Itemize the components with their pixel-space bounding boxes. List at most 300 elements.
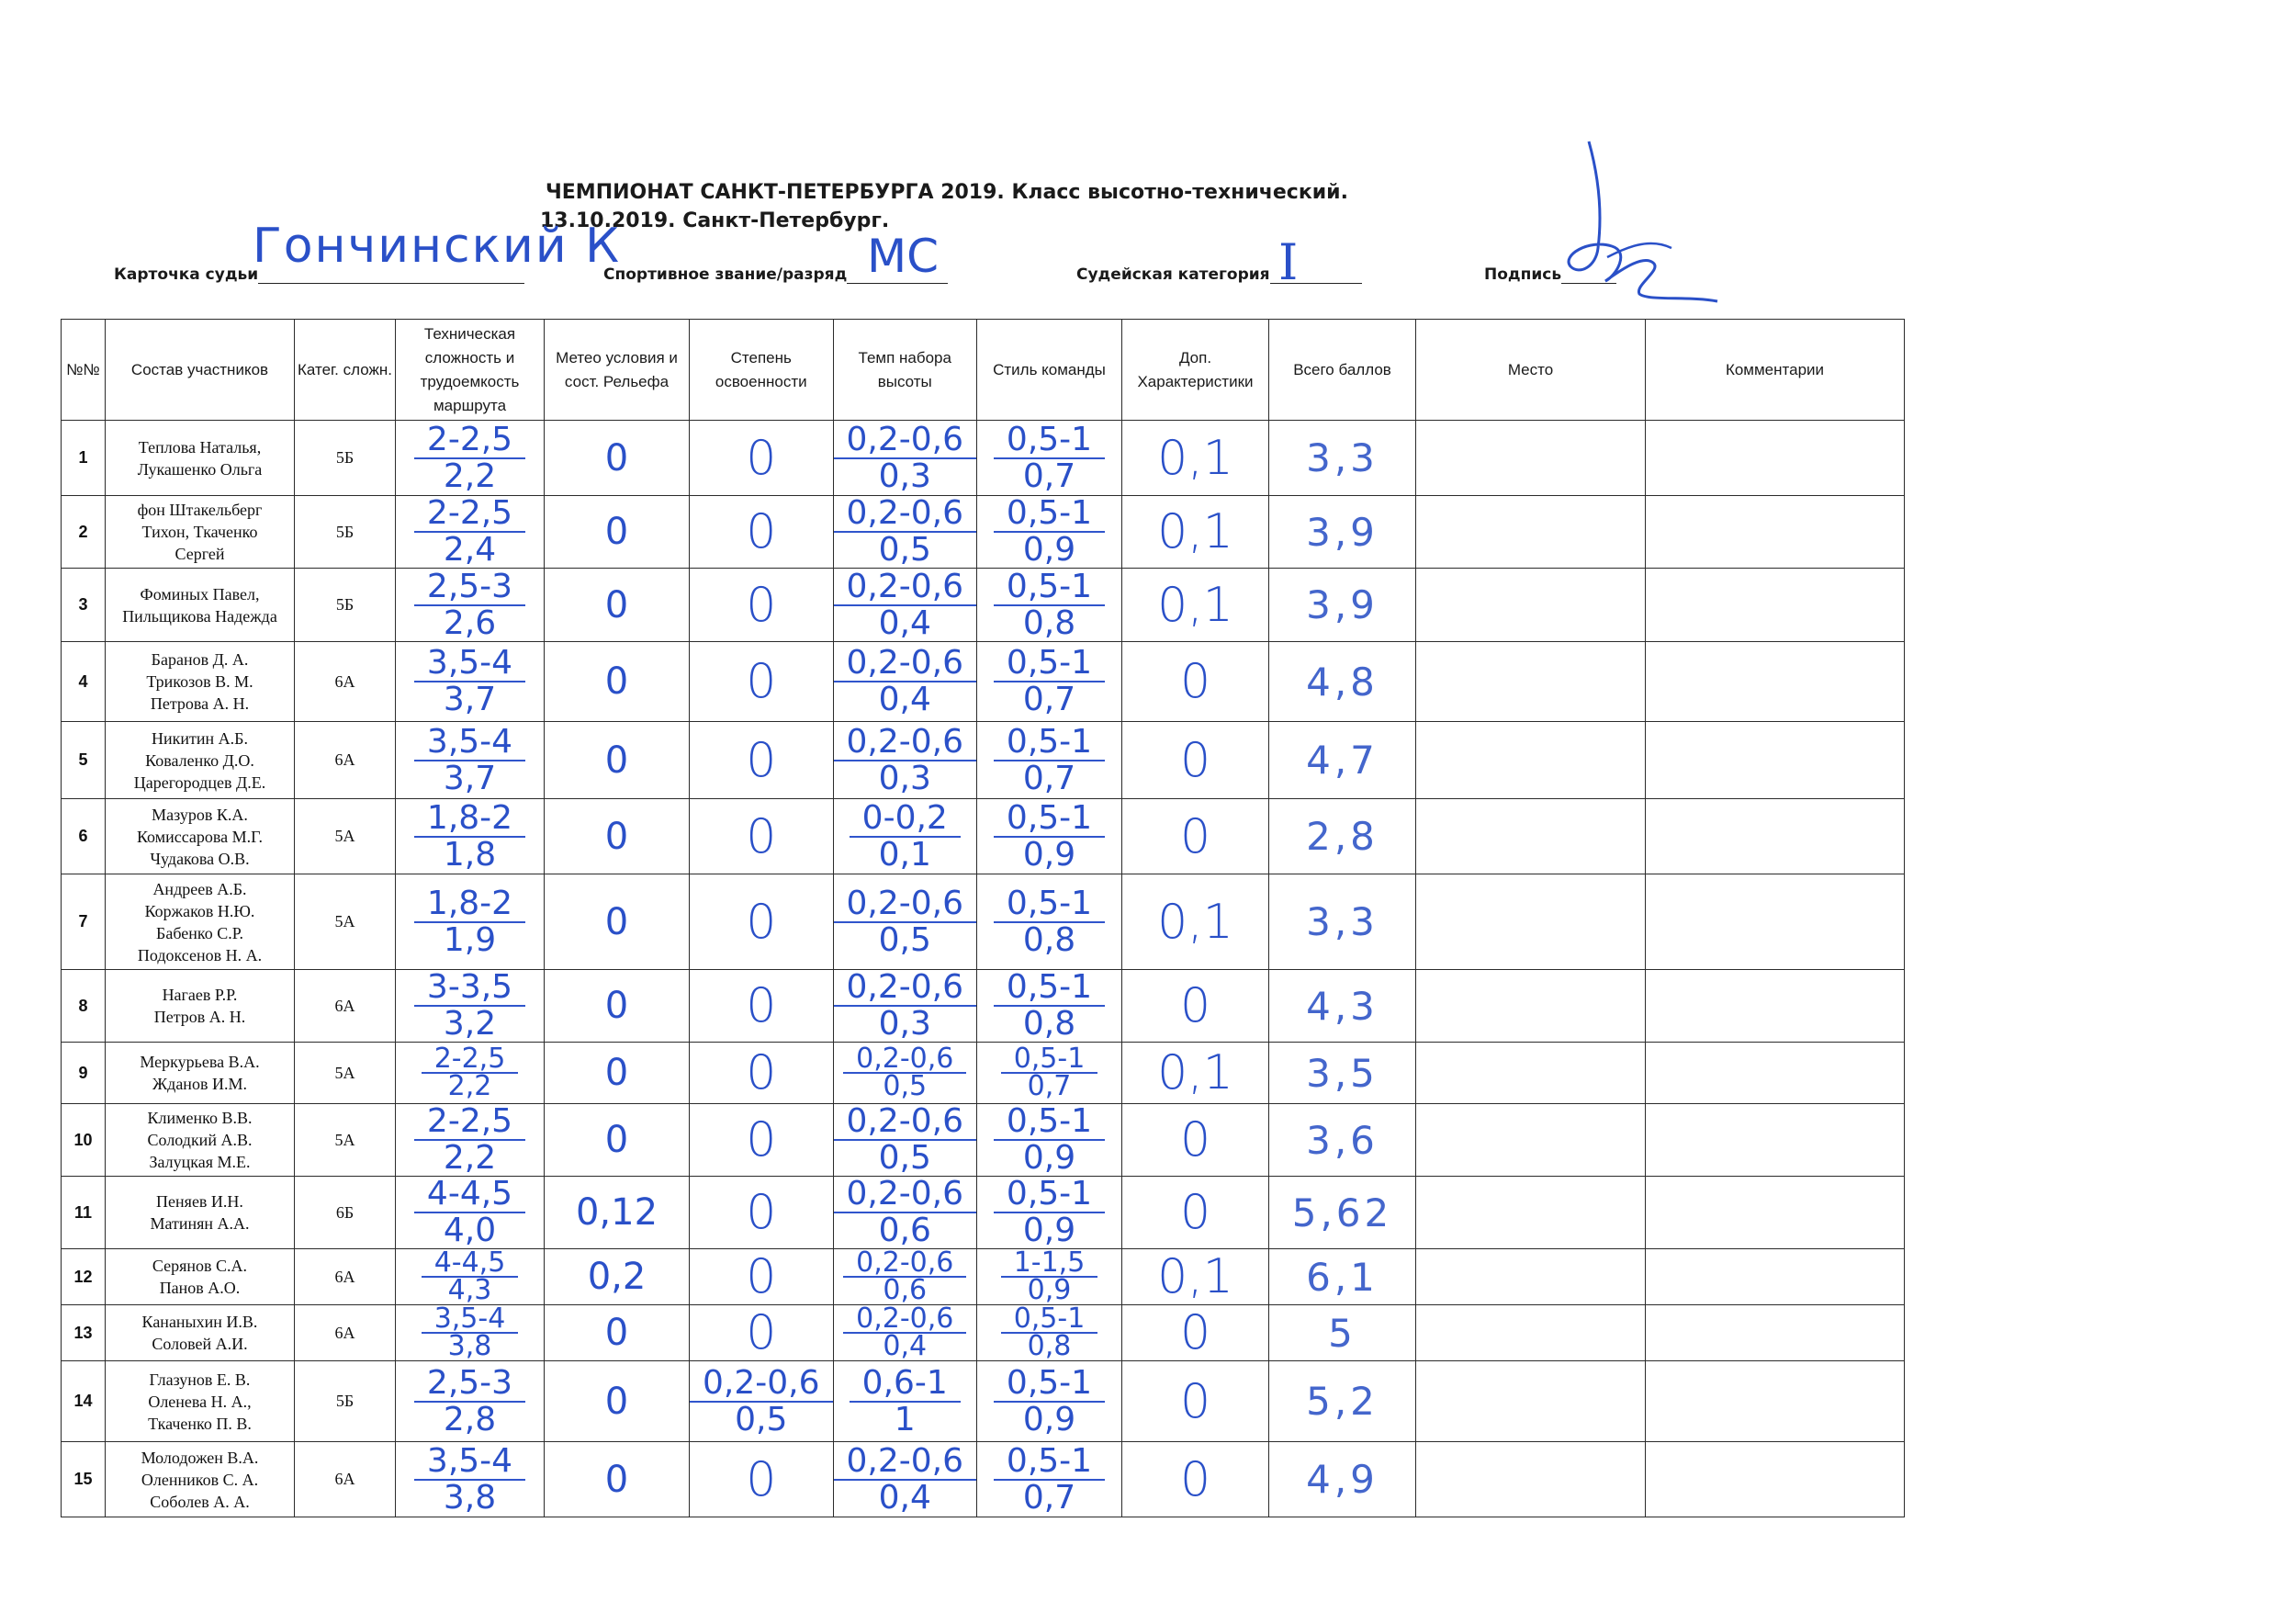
place-cell[interactable] (1416, 1104, 1646, 1177)
total-value: 4,3 (1306, 983, 1379, 1029)
col-header-style: Стиль команды (977, 320, 1122, 421)
dop-value: 0 (1179, 1373, 1211, 1429)
category-cell: 6А (295, 1249, 396, 1305)
tech-fraction-range: 3,5-4 (414, 725, 525, 761)
comments-cell[interactable] (1646, 874, 1905, 970)
team-members: Никитин А.Б. Коваленко Д.О. Царегородцев Д.Е. (133, 728, 266, 792)
place-cell[interactable] (1416, 1305, 1646, 1361)
tech-fraction (396, 1250, 544, 1303)
category-cell: 5А (295, 1043, 396, 1104)
style-fraction-range: 0,5-1 (994, 1104, 1105, 1141)
meteo-cell (545, 970, 690, 1043)
temp-fraction (834, 420, 977, 495)
meteo-value: 0 (604, 739, 629, 782)
style-cell (977, 496, 1122, 569)
temp-fraction-range: 0,2-0,6 (843, 1046, 966, 1074)
temp-cell (833, 722, 977, 799)
style-cell (977, 1177, 1122, 1249)
meteo-cell (545, 1177, 690, 1249)
style-fraction (977, 970, 1121, 1042)
osv-value: 0 (746, 978, 777, 1033)
dop-value: 0,1 (1157, 1249, 1233, 1304)
place-cell[interactable] (1416, 874, 1646, 970)
tech-fraction (396, 970, 544, 1042)
temp-fraction (834, 886, 977, 958)
osv-value: 0 (746, 654, 777, 709)
comments-cell[interactable] (1646, 569, 1905, 642)
dop-cell (1122, 1104, 1269, 1177)
osv-fraction (690, 1363, 833, 1438)
comments-cell[interactable] (1646, 1442, 1905, 1517)
temp-fraction-value: 0,3 (878, 759, 931, 797)
dop-cell (1122, 642, 1269, 722)
table-row (62, 1177, 1905, 1249)
meteo-value: 0 (604, 511, 629, 553)
dop-cell (1122, 722, 1269, 799)
team-members: Пеняев И.Н. Матинян А.А. (150, 1192, 250, 1233)
tech-cell (396, 1104, 545, 1177)
style-fraction-range: 0,5-1 (994, 725, 1105, 761)
comments-cell[interactable] (1646, 1305, 1905, 1361)
comments-cell[interactable] (1646, 1361, 1905, 1442)
total-value: 3,5 (1306, 1050, 1379, 1096)
total-value: 6,1 (1306, 1254, 1379, 1300)
dop-value: 0,1 (1157, 430, 1233, 486)
row-number: 12 (62, 1249, 106, 1305)
tech-fraction-value: 3,8 (443, 1478, 497, 1517)
meteo-value: 0 (604, 436, 629, 479)
tech-fraction-value: 3,2 (443, 1005, 497, 1043)
meteo-value: 0 (604, 1052, 629, 1094)
team-cell (106, 1442, 295, 1517)
row-number: 7 (62, 874, 106, 970)
tech-fraction-value: 2,2 (447, 1070, 492, 1102)
row-number: 6 (62, 799, 106, 874)
temp-fraction-value: 1 (894, 1400, 916, 1438)
temp-fraction-range: 0,2-0,6 (834, 970, 977, 1007)
temp-fraction-value: 0,5 (878, 920, 931, 959)
place-cell[interactable] (1416, 799, 1646, 874)
style-cell (977, 970, 1122, 1043)
meteo-cell (545, 722, 690, 799)
temp-fraction (834, 798, 977, 874)
table-row (62, 496, 1905, 569)
temp-fraction-value: 0,4 (878, 603, 931, 642)
total-cell (1269, 970, 1416, 1043)
place-cell[interactable] (1416, 1177, 1646, 1249)
category-cell: 5А (295, 874, 396, 970)
team-members: Кананыхин И.В. Соловей А.И. (141, 1313, 258, 1353)
dop-cell (1122, 1043, 1269, 1104)
dop-value: 0 (1179, 732, 1211, 788)
comments-cell[interactable] (1646, 1249, 1905, 1305)
col-header-total: Всего баллов (1269, 320, 1416, 421)
team-cell (106, 1043, 295, 1104)
osv-value: 0 (746, 1112, 777, 1167)
table-row (62, 1104, 1905, 1177)
meteo-cell (545, 874, 690, 970)
style-fraction-range: 0,5-1 (1001, 1046, 1098, 1074)
dop-value: 0,1 (1157, 894, 1233, 950)
dop-cell (1122, 569, 1269, 642)
osv-cell (690, 496, 834, 569)
tech-cell (396, 496, 545, 569)
tech-fraction-value: 2,4 (443, 531, 497, 569)
total-value: 3,9 (1306, 582, 1379, 627)
place-cell[interactable] (1416, 496, 1646, 569)
tech-cell (396, 1305, 545, 1361)
temp-fraction (834, 1104, 977, 1176)
table-row (62, 642, 1905, 722)
tech-cell (396, 1249, 545, 1305)
comments-cell[interactable] (1646, 1043, 1905, 1104)
tech-cell (396, 1361, 545, 1442)
total-cell (1269, 1177, 1416, 1249)
style-fraction (977, 1306, 1121, 1359)
temp-fraction-range: 0,2-0,6 (834, 1177, 977, 1213)
dop-value: 0 (1179, 1451, 1211, 1507)
total-cell (1269, 722, 1416, 799)
osv-cell (690, 1305, 834, 1361)
style-fraction-range: 0,5-1 (994, 646, 1105, 682)
tech-fraction-range: 2-2,5 (414, 423, 525, 459)
table-row (62, 722, 1905, 799)
temp-fraction-value: 0,4 (878, 681, 931, 718)
osv-value: 0 (746, 504, 777, 559)
style-fraction (977, 646, 1121, 717)
tech-fraction-value: 2,6 (443, 603, 497, 642)
category-cell: 6А (295, 1442, 396, 1517)
judge-name-handwritten: Гончинский К (253, 219, 622, 274)
team-cell (106, 799, 295, 874)
dop-value: 0 (1179, 978, 1211, 1033)
dop-cell (1122, 1177, 1269, 1249)
osv-cell (690, 1177, 834, 1249)
team-cell (106, 1177, 295, 1249)
meteo-cell (545, 799, 690, 874)
temp-fraction-value: 0,1 (878, 835, 931, 874)
style-fraction (977, 1441, 1121, 1517)
tech-fraction-value: 1,8 (443, 835, 497, 874)
style-fraction-range: 0,5-1 (994, 423, 1105, 459)
place-cell[interactable] (1416, 421, 1646, 496)
temp-fraction-value: 0,6 (883, 1274, 928, 1305)
team-cell (106, 421, 295, 496)
temp-cell (833, 496, 977, 569)
temp-cell (833, 799, 977, 874)
meteo-value: 0 (604, 1312, 629, 1354)
tech-fraction-range: 1,8-2 (414, 801, 525, 838)
total-value: 4,9 (1306, 1457, 1379, 1502)
table-body (62, 421, 1905, 1517)
tech-cell (396, 1177, 545, 1249)
team-members: Фоминых Павел, Пильщикова Надежда (122, 584, 277, 626)
team-members: Молодожен В.А. Оленников С. А. Соболев А. А. (141, 1448, 259, 1511)
osv-fraction-value: 0,5 (735, 1400, 788, 1438)
row-number: 1 (62, 421, 106, 496)
dop-cell (1122, 421, 1269, 496)
meteo-value: 0 (604, 583, 629, 626)
style-fraction-range: 0,5-1 (994, 570, 1105, 606)
osv-cell (690, 1249, 834, 1305)
style-fraction-value: 0,9 (1022, 1400, 1076, 1438)
osv-value: 0 (746, 577, 777, 633)
comments-cell[interactable] (1646, 421, 1905, 496)
sport-rank-handwritten: МС (867, 230, 940, 283)
meteo-value: 0,2 (587, 1256, 647, 1298)
place-cell[interactable] (1416, 722, 1646, 799)
temp-cell (833, 1043, 977, 1104)
style-cell (977, 799, 1122, 874)
row-number: 13 (62, 1305, 106, 1361)
table-row (62, 1305, 1905, 1361)
total-value: 4,7 (1306, 738, 1379, 783)
tech-cell (396, 970, 545, 1043)
comments-cell[interactable] (1646, 1177, 1905, 1249)
col-header-osv: Степень освоенности (690, 320, 834, 421)
dop-cell (1122, 874, 1269, 970)
dop-value: 0 (1179, 654, 1211, 709)
style-fraction-value: 0,8 (1027, 1330, 1072, 1361)
style-fraction-value: 0,9 (1022, 1212, 1076, 1249)
tech-fraction (396, 570, 544, 641)
temp-fraction-range: 0,2-0,6 (834, 725, 977, 761)
place-cell[interactable] (1416, 1361, 1646, 1442)
category-cell: 5Б (295, 421, 396, 496)
category-cell: 6А (295, 722, 396, 799)
dop-cell (1122, 799, 1269, 874)
team-cell (106, 874, 295, 970)
tech-fraction-range: 2-2,5 (414, 1104, 525, 1141)
style-cell (977, 1442, 1122, 1517)
temp-fraction (834, 1306, 977, 1359)
table-row (62, 1043, 1905, 1104)
dop-value: 0 (1179, 1305, 1211, 1360)
team-cell (106, 569, 295, 642)
team-cell (106, 970, 295, 1043)
page-title: ЧЕМПИОНАТ САНКТ-ПЕТЕРБУРГА 2019. Класс высотно-технический. (546, 181, 1348, 204)
table-row (62, 799, 1905, 874)
style-fraction-range: 0,5-1 (994, 886, 1105, 923)
dop-value: 0 (1179, 808, 1211, 864)
style-fraction-range: 0,5-1 (994, 801, 1105, 838)
style-fraction (977, 798, 1121, 874)
team-members: Глазунов Е. В. Оленева Н. А., Ткаченко П. В. (148, 1370, 252, 1433)
place-cell[interactable] (1416, 1249, 1646, 1305)
temp-fraction (834, 1177, 977, 1248)
osv-cell (690, 1442, 834, 1517)
tech-cell (396, 642, 545, 722)
team-members: Нагаев Р.Р. Петров А. Н. (153, 986, 246, 1026)
table-row (62, 1442, 1905, 1517)
tech-fraction (396, 798, 544, 874)
total-value: 3,9 (1306, 509, 1379, 555)
tech-cell (396, 569, 545, 642)
meteo-value: 0 (604, 660, 629, 703)
total-value: 5,2 (1306, 1379, 1379, 1424)
comments-cell[interactable] (1646, 1104, 1905, 1177)
style-cell (977, 874, 1122, 970)
meteo-cell (545, 642, 690, 722)
tech-cell (396, 799, 545, 874)
sport-rank-label: Спортивное звание/разряд (603, 265, 848, 284)
temp-fraction-range: 0,2-0,6 (843, 1250, 966, 1278)
page-subtitle: 13.10.2019. Санкт-Петербург. (540, 209, 890, 232)
temp-fraction (834, 722, 977, 797)
comments-cell[interactable] (1646, 970, 1905, 1043)
temp-fraction-value: 0,3 (878, 1005, 931, 1043)
style-fraction (977, 420, 1121, 495)
tech-fraction (396, 722, 544, 797)
style-fraction-value: 0,8 (1022, 603, 1076, 642)
temp-fraction-range: 0,2-0,6 (834, 886, 977, 923)
style-fraction (977, 1043, 1121, 1102)
tech-fraction-range: 4-4,5 (422, 1250, 519, 1278)
temp-cell (833, 1249, 977, 1305)
col-header-num: №№ (62, 320, 106, 421)
total-cell (1269, 1442, 1416, 1517)
total-cell (1269, 799, 1416, 874)
row-number: 10 (62, 1104, 106, 1177)
temp-cell (833, 569, 977, 642)
temp-fraction-value: 0,4 (878, 1478, 931, 1517)
temp-fraction (834, 1363, 977, 1438)
osv-value: 0 (746, 894, 777, 950)
style-cell (977, 1043, 1122, 1104)
total-value: 3,3 (1306, 435, 1379, 480)
meteo-value: 0 (604, 1380, 629, 1423)
comments-cell[interactable] (1646, 642, 1905, 722)
tech-fraction-value: 2,2 (443, 457, 497, 495)
tech-cell (396, 874, 545, 970)
tech-fraction (396, 1043, 544, 1102)
team-members: Клименко В.В. Солодкий А.В. Залуцкая М.Е. (147, 1109, 253, 1171)
col-header-category: Катег. сложн. (295, 320, 396, 421)
meteo-cell (545, 1043, 690, 1104)
dop-value: 0 (1179, 1185, 1211, 1240)
tech-fraction-range: 2,5-3 (414, 1366, 525, 1403)
osv-value: 0 (746, 808, 777, 864)
total-cell (1269, 1361, 1416, 1442)
team-cell (106, 1249, 295, 1305)
tech-cell (396, 722, 545, 799)
style-fraction-value: 0,9 (1022, 835, 1076, 874)
table-row (62, 1249, 1905, 1305)
tech-fraction (396, 1177, 544, 1248)
dop-cell (1122, 1249, 1269, 1305)
tech-cell (396, 1442, 545, 1517)
tech-fraction (396, 420, 544, 495)
row-number: 5 (62, 722, 106, 799)
temp-fraction-value: 0,5 (878, 531, 931, 569)
table-row (62, 1361, 1905, 1442)
temp-fraction-range: 0-0,2 (850, 801, 961, 838)
tech-fraction-range: 3,5-4 (414, 1444, 525, 1481)
style-fraction (977, 570, 1121, 641)
comments-cell[interactable] (1646, 799, 1905, 874)
osv-value: 0 (746, 1249, 777, 1304)
temp-fraction-range: 0,2-0,6 (843, 1306, 966, 1334)
col-header-tech: Техническая сложность и трудоемкость маршрута (396, 320, 545, 421)
temp-fraction-range: 0,6-1 (850, 1366, 961, 1403)
temp-fraction (834, 970, 977, 1042)
comments-cell[interactable] (1646, 496, 1905, 569)
osv-cell (690, 569, 834, 642)
style-fraction-range: 1-1,5 (1001, 1250, 1098, 1278)
temp-cell (833, 1361, 977, 1442)
style-fraction-range: 0,5-1 (994, 1177, 1105, 1213)
place-cell[interactable] (1416, 970, 1646, 1043)
meteo-value: 0 (604, 1119, 629, 1161)
row-number: 2 (62, 496, 106, 569)
place-cell[interactable] (1416, 569, 1646, 642)
signature-scribble (1561, 138, 1727, 321)
temp-fraction (834, 1250, 977, 1303)
temp-fraction-value: 0,6 (878, 1212, 931, 1249)
team-cell (106, 496, 295, 569)
temp-fraction (834, 1043, 977, 1102)
temp-cell (833, 1442, 977, 1517)
style-fraction (977, 496, 1121, 568)
team-members: фон Штакельберг Тихон, Ткаченко Сергей (137, 501, 263, 563)
category-cell: 6А (295, 642, 396, 722)
total-cell (1269, 874, 1416, 970)
tech-fraction-range: 1,8-2 (414, 886, 525, 923)
col-header-meteo: Метео условия и сост. Рельефа (545, 320, 690, 421)
osv-value: 0 (746, 732, 777, 788)
dop-cell (1122, 1442, 1269, 1517)
tech-fraction (396, 1363, 544, 1438)
total-cell (1269, 642, 1416, 722)
total-value: 5 (1328, 1310, 1356, 1356)
score-table (61, 319, 1905, 1517)
row-number: 4 (62, 642, 106, 722)
style-cell (977, 1361, 1122, 1442)
temp-fraction (834, 646, 977, 717)
total-cell (1269, 1249, 1416, 1305)
meteo-cell (545, 496, 690, 569)
table-row (62, 874, 1905, 970)
place-cell[interactable] (1416, 1442, 1646, 1517)
style-cell (977, 642, 1122, 722)
total-cell (1269, 496, 1416, 569)
table-row (62, 970, 1905, 1043)
temp-fraction-value: 0,3 (878, 457, 931, 495)
temp-cell (833, 1305, 977, 1361)
tech-fraction (396, 496, 544, 568)
team-cell (106, 1361, 295, 1442)
style-fraction (977, 886, 1121, 958)
col-header-team: Состав участников (106, 320, 295, 421)
tech-fraction-range: 4-4,5 (414, 1177, 525, 1213)
dop-cell (1122, 970, 1269, 1043)
meteo-cell (545, 1104, 690, 1177)
team-cell (106, 1104, 295, 1177)
place-cell[interactable] (1416, 642, 1646, 722)
tech-fraction (396, 886, 544, 958)
category-field (1076, 265, 1362, 284)
osv-cell (690, 874, 834, 970)
col-header-comments: Комментарии (1646, 320, 1905, 421)
place-cell[interactable] (1416, 1043, 1646, 1104)
dop-value: 0,1 (1157, 504, 1233, 559)
osv-fraction-range: 0,2-0,6 (690, 1366, 833, 1403)
style-cell (977, 1249, 1122, 1305)
meteo-cell (545, 1442, 690, 1517)
comments-cell[interactable] (1646, 722, 1905, 799)
style-fraction-value: 0,8 (1022, 1005, 1076, 1043)
team-members: Андреев А.Б. Коржаков Н.Ю. Бабенко С.Р. Подоксенов Н. А. (137, 879, 263, 964)
